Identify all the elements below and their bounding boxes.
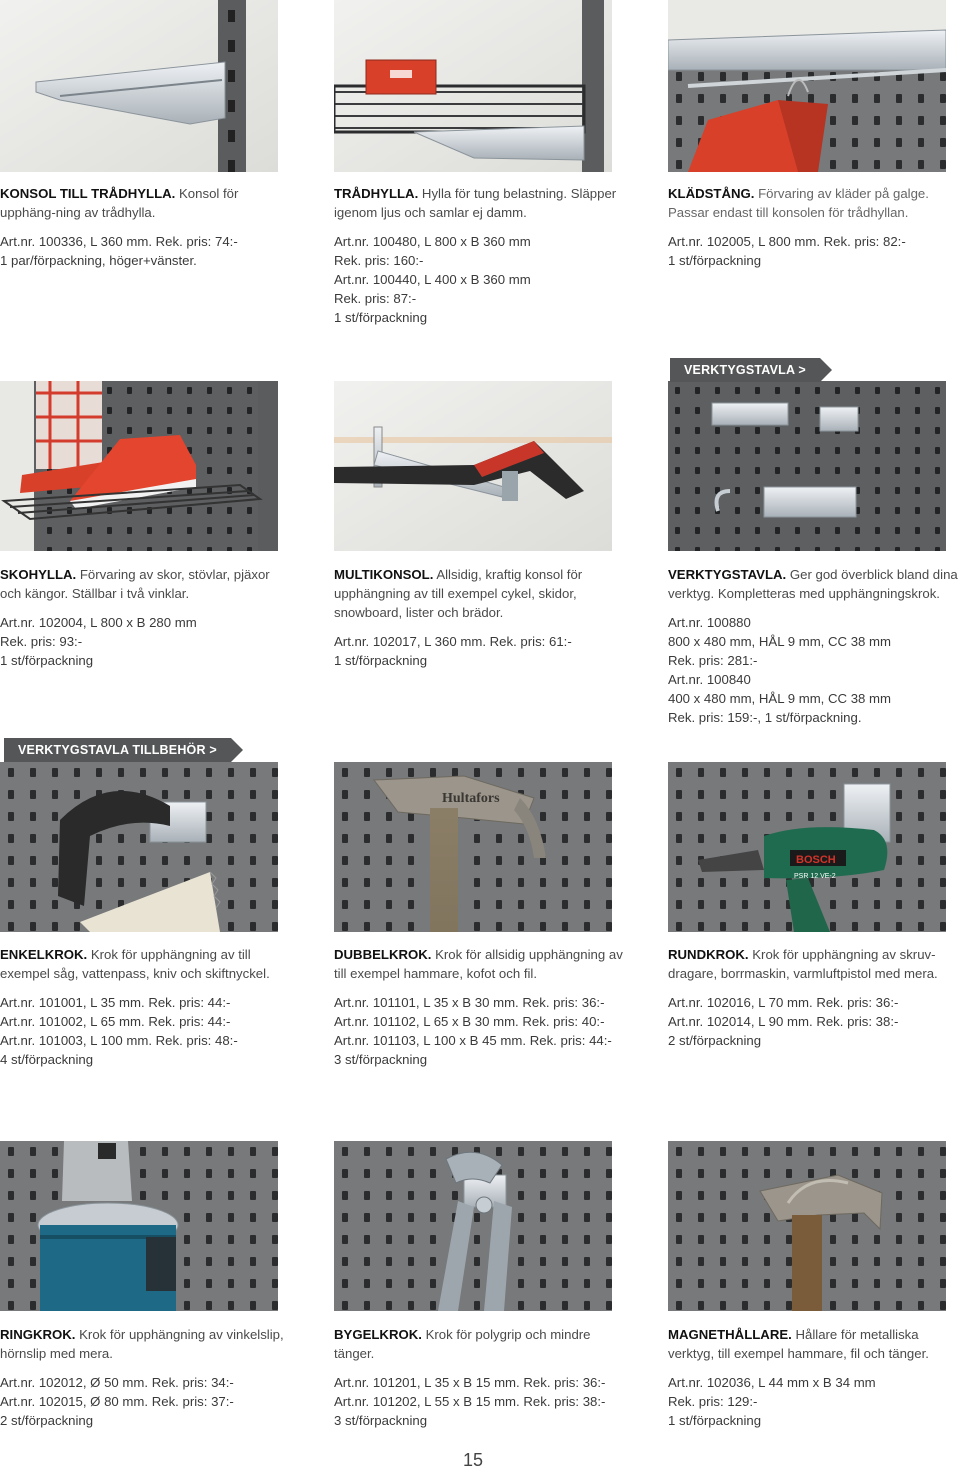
product-konsol-tradhylla: [0, 184, 282, 270]
product-detail: Art.nr. 102017, L 360 mm. Rek. pris: 61:- 1 st/förpackning: [334, 634, 572, 668]
product-name: RINGKROK.: [0, 1327, 76, 1342]
photo-ringkrok: [0, 1141, 278, 1311]
product-dubbelkrok: [334, 945, 624, 1069]
product-desc: Förvaring av kläder på galge. Passar endast till konsolen för trådhyllan.: [668, 186, 929, 220]
product-enkelkrok: [0, 945, 290, 1069]
product-detail: Art.nr. 100480, L 800 x B 360 mm Rek. pris: 160:- Art.nr. 100440, L 400 x B 360 mm Rek. pris: 87:- 1 st/förpackning: [334, 234, 531, 325]
product-detail: Art.nr. 102036, L 44 mm x B 34 mm Rek. pris: 129:- 1 st/förpackning: [668, 1375, 876, 1428]
product-name: VERKTYGSTAVLA.: [668, 567, 787, 582]
product-name: TRÅDHYLLA.: [334, 186, 419, 201]
hammer-brand-text: Hultafors: [442, 791, 500, 806]
photo-bygelkrok: [334, 1141, 612, 1311]
photo-konsol-tradhylla: [0, 0, 278, 172]
product-name: KLÄDSTÅNG.: [668, 186, 755, 201]
product-detail: Art.nr. 101201, L 35 x B 15 mm. Rek. pris: 36:- Art.nr. 101202, L 55 x B 15 mm. Rek. pris: 38:- 3 st/förpackning: [334, 1375, 606, 1428]
product-name: BYGELKROK.: [334, 1327, 422, 1342]
product-detail: Art.nr. 100336, L 360 mm. Rek. pris: 74:- 1 par/förpackning, höger+vänster.: [0, 234, 238, 268]
product-name: RUNDKROK.: [668, 947, 749, 962]
product-desc: Konsol för upphäng-ning av trådhylla.: [0, 186, 239, 220]
product-detail: Art.nr. 102004, L 800 x B 280 mm Rek. pris: 93:- 1 st/förpackning: [0, 615, 197, 668]
product-detail: Art.nr. 101001, L 35 mm. Rek. pris: 44:- Art.nr. 101002, L 65 mm. Rek. pris: 44:- Art.nr. 101003, L 100 mm. Rek. pris: 48:- 4 st/förpackning: [0, 995, 238, 1067]
photo-enkelkrok: [0, 762, 278, 932]
product-detail: Art.nr. 102016, L 70 mm. Rek. pris: 36:- Art.nr. 102014, L 90 mm. Rek. pris: 38:- 2 st/förpackning: [668, 995, 899, 1048]
photo-multikonsol: [334, 381, 612, 551]
product-desc: Krok för upphängning av till exempel såg, vattenpass, kniv och skiftnyckel.: [0, 947, 270, 981]
product-name: DUBBELKROK.: [334, 947, 432, 962]
page-number: 15: [462, 1450, 484, 1470]
photo-verktygstavla: [668, 381, 946, 551]
product-desc: Hylla för tung belastning. Släpper igenom ljus och samlar ej damm.: [334, 186, 617, 220]
product-desc: Ger god överblick bland dina verktyg. Kompletteras med upphängningskrok.: [668, 567, 958, 601]
product-detail: Art.nr. 102005, L 800 mm. Rek. pris: 82:- 1 st/förpackning: [668, 234, 906, 268]
product-verktygstavla: [668, 565, 958, 727]
product-rundkrok: [668, 945, 958, 1050]
drill-model-text: PSR 12 VE-2: [794, 873, 836, 880]
product-ringkrok: [0, 1325, 290, 1430]
photo-rundkrok: [668, 762, 946, 932]
photo-skohylla: [0, 381, 278, 551]
photo-kladstang: [668, 0, 946, 172]
section-tab-verktygstavla-tillbehor: VERKTYGSTAVLA TILLBEHÖR >: [4, 738, 231, 762]
photo-dubbelkrok: [334, 762, 612, 932]
product-desc: Krok för upphängning av skruv-dragare, borrmaskin, varmluftpistol med mera.: [668, 947, 938, 981]
product-desc: Allsidig, kraftig konsol för upphängning av till exempel cykel, skidor, snowboard, lister och brädor.: [334, 567, 583, 620]
section-tab-verktygstavla: VERKTYGSTAVLA >: [670, 358, 820, 382]
product-desc: Hållare för metalliska verktyg, till exempel hammare, fil och tänger.: [668, 1327, 929, 1361]
product-name: ENKELKROK.: [0, 947, 88, 962]
photo-tradhylla: [334, 0, 612, 172]
product-bygelkrok: [334, 1325, 624, 1430]
photo-magnethallare: [668, 1141, 946, 1311]
product-desc: Förvaring av skor, stövlar, pjäxor och kängor. Ställbar i två vinklar.: [0, 567, 270, 601]
product-magnethallare: [668, 1325, 958, 1430]
product-name: MULTIKONSOL.: [334, 567, 434, 582]
product-detail: Art.nr. 100880 800 x 480 mm, HÅL 9 mm, CC 38 mm Rek. pris: 281:- Art.nr. 100840 400 x 480 mm, HÅL 9 mm, CC 38 mm Rek. pris: 159:-, 1 st/förpackning.: [668, 615, 892, 725]
product-name: KONSOL TILL TRÅDHYLLA.: [0, 186, 176, 201]
product-name: MAGNETHÅLLARE.: [668, 1327, 792, 1342]
product-desc: Krok för upphängning av vinkelslip, hörnslip med mera.: [0, 1327, 284, 1361]
product-desc: Krok för allsidig upphängning av till exempel hammare, kofot och fil.: [334, 947, 623, 981]
product-detail: Art.nr. 102012, Ø 50 mm. Rek. pris: 34:- Art.nr. 102015, Ø 80 mm. Rek. pris: 37:- 2 st/förpackning: [0, 1375, 234, 1428]
product-kladstang: [668, 184, 958, 270]
product-detail: Art.nr. 101101, L 35 x B 30 mm. Rek. pris: 36:- Art.nr. 101102, L 65 x B 30 mm. Rek. pris: 40:- Art.nr. 101103, L 100 x B 45 mm. Rek. pris: 44:- 3 st/förpackning: [334, 995, 612, 1067]
drill-brand-text: BOSCH: [796, 854, 836, 866]
product-desc: Krok för polygrip och mindre tänger.: [334, 1327, 591, 1361]
product-multikonsol: [334, 565, 624, 670]
product-skohylla: [0, 565, 290, 670]
product-tradhylla: [334, 184, 624, 327]
product-name: SKOHYLLA.: [0, 567, 77, 582]
